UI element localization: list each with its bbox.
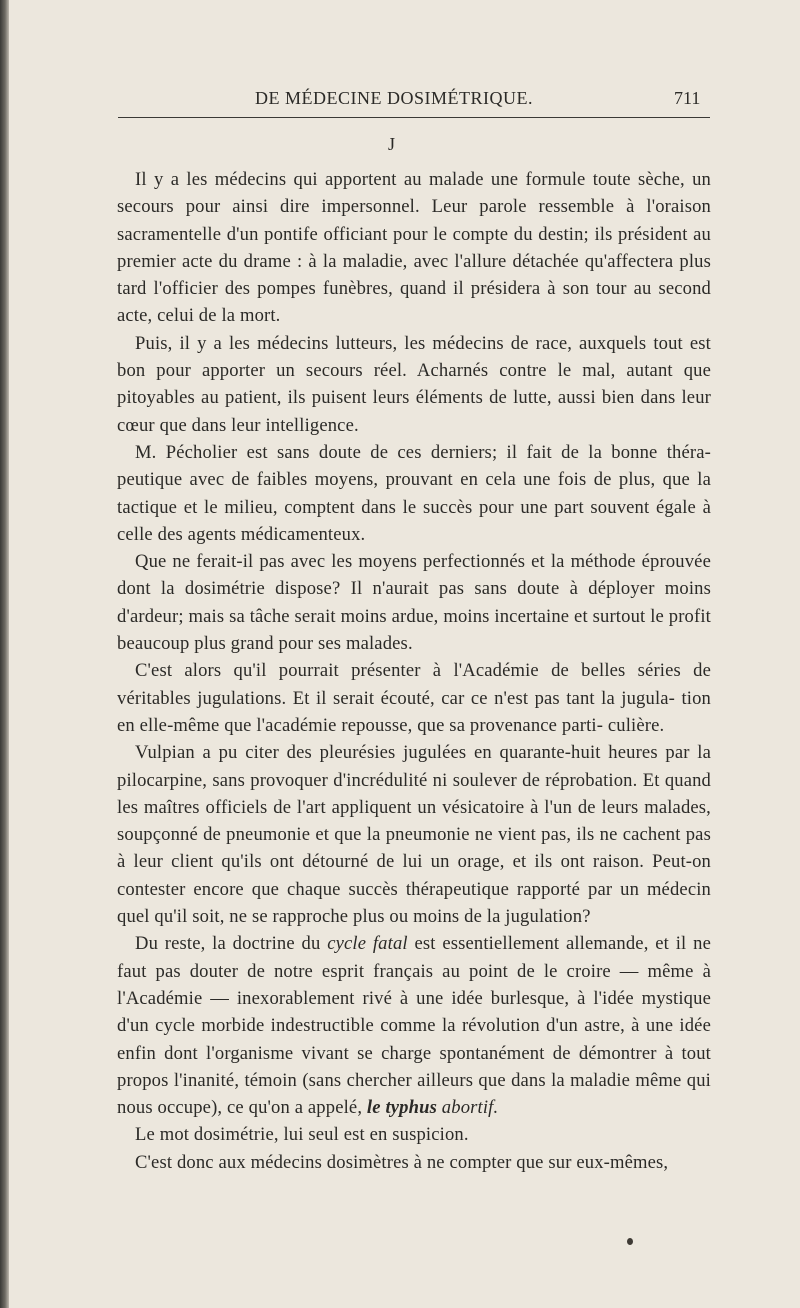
text-line: dans la maladie même qui nous occupe), ce qu'on a appelé, xyxy=(117,1069,711,1119)
paragraph-9 xyxy=(117,1149,711,1176)
section-letter: J xyxy=(388,134,396,154)
text-line: son tour au second acte, celui de la mort. xyxy=(117,278,711,327)
text-line: la tactique et le milieu, comptent dans le succès pour une part souvent xyxy=(117,469,711,518)
text-line: véritables jugulations. Et il serait écouté, car ce n'est pas tant la jugula- xyxy=(117,687,676,709)
paragraph-3 xyxy=(117,439,711,548)
running-title: DE MÉDECINE DOSIMÉTRIQUE. xyxy=(255,88,533,108)
text-line: est essentiellement allemande, et il xyxy=(407,933,687,955)
paragraph-8 xyxy=(117,1121,711,1148)
header-rule xyxy=(118,117,710,118)
text-line: rapporté par un médecin quel qu'il soit, ne se rapproche plus ou moins xyxy=(117,878,711,928)
text-line: président au premier acte du drame : à la maladie, avec l'allure détachée xyxy=(117,223,711,272)
text-line: C'est donc aux médecins dosimètres à ne compter que sur eux-mêmes, xyxy=(135,1151,669,1173)
text-line: Puis, il y a les médecins lutteurs, les médecins de race, auxquels tout xyxy=(135,332,683,354)
text-line: à l'Académie — inexorablement rivé à une idée burlesque, à l'idée xyxy=(117,960,711,1009)
text-line: sacramentelle d'un pontife officiant pour le compte du destin; ils xyxy=(117,223,613,245)
text-line: la pilocarpine, sans provoquer d'incrédulité ni soulever de réprobation. xyxy=(117,742,711,791)
paragraph-4 xyxy=(117,548,711,657)
ink-spot xyxy=(627,1238,633,1245)
text-line: de démontrer à tout propos l'inanité, témoin (sans chercher ailleurs que xyxy=(117,1042,711,1091)
text-line: Et quand les maîtres officiels de l'art appliquent un vésicatoire à l'un de xyxy=(117,769,712,818)
text-line: Vulpian a pu citer des pleurésies jugulées en quarante-huit heures par xyxy=(135,742,690,764)
text-line: déployer moins d'ardeur; mais sa tâche serait moins ardue, moins xyxy=(117,578,711,627)
text-line: que pitoyables au patient, ils puisent leurs éléments de lutte, aussi bien xyxy=(117,360,711,409)
text-line: de la jugulation? xyxy=(464,906,591,928)
text-line: est bon pour apporter un secours réel. Acharnés contre le mal, autant xyxy=(117,332,711,382)
italic-term: abortif. xyxy=(441,1097,499,1119)
paragraph-5 xyxy=(117,657,711,739)
page-number: 711 xyxy=(674,88,701,108)
text-line: peutique avec de faibles moyens, prouvant en cela une fois de plus, que xyxy=(117,469,690,491)
text-line: ils ne cachent pas à leur client qu'ils ont détourné de lui un orage, et ils xyxy=(117,824,711,873)
text-line: égale à celle des agents médicamenteux. xyxy=(117,496,711,545)
paragraph-1 xyxy=(117,166,711,330)
text-line: Du reste, la doctrine du xyxy=(135,933,328,955)
text-line: Le mot dosimétrie, lui seul est en suspicion. xyxy=(135,1124,469,1146)
text-line: Il y a les médecins qui apportent au malade une formule toute sèche, xyxy=(135,169,685,190)
text-line: qu'affectera plus tard l'officier des pompes funèbres, quand il présidera à xyxy=(117,250,711,300)
text-line: mystique d'un cycle morbide indestructible comme la révolution d'un xyxy=(117,987,711,1037)
text-line: dans leur cœur que dans leur intelligence. xyxy=(117,387,711,436)
text-line: Que ne ferait-il pas avec les moyens perfectionnés et la méthode xyxy=(135,551,636,573)
text-line: éprouvée dont la dosimétrie dispose? Il n'aurait pas sans doute à xyxy=(117,551,711,600)
text-line: incertaine et surtout le profit beaucoup plus grand pour ses malades. xyxy=(117,605,711,655)
italic-bold-term: le typhus xyxy=(366,1097,437,1119)
text-line: tion en elle-même que l'académie repousse, que sa provenance parti- xyxy=(117,687,711,736)
body-text xyxy=(117,166,711,1176)
text-line: un secours pour ainsi dire impersonnel. Leur parole ressemble à l'oraison xyxy=(117,169,711,218)
italic-term: cycle fatal xyxy=(327,933,408,955)
text-line: M. Pécholier est sans doute de ces derniers; il fait de la bonne théra- xyxy=(135,441,711,463)
text-line: culière. xyxy=(607,714,665,736)
text-line: astre, à une idée enfin dont l'organisme vivant se charge spontanément xyxy=(117,1015,711,1064)
paragraph-2 xyxy=(117,330,711,439)
text-line: ont raison. Peut-on contester encore que chaque succès thérapeutique xyxy=(117,851,711,900)
text-line: leurs malades, soupçonné de pneumonie et que la pneumonie ne vient pas, xyxy=(117,796,711,846)
paragraph-6 xyxy=(117,739,711,930)
text-line: C'est alors qu'il pourrait présenter à l'Académie de belles séries de xyxy=(135,660,711,682)
paragraph-7 xyxy=(117,930,711,1121)
text-line: ne faut pas douter de notre esprit français au point de le croire — même xyxy=(117,933,711,982)
